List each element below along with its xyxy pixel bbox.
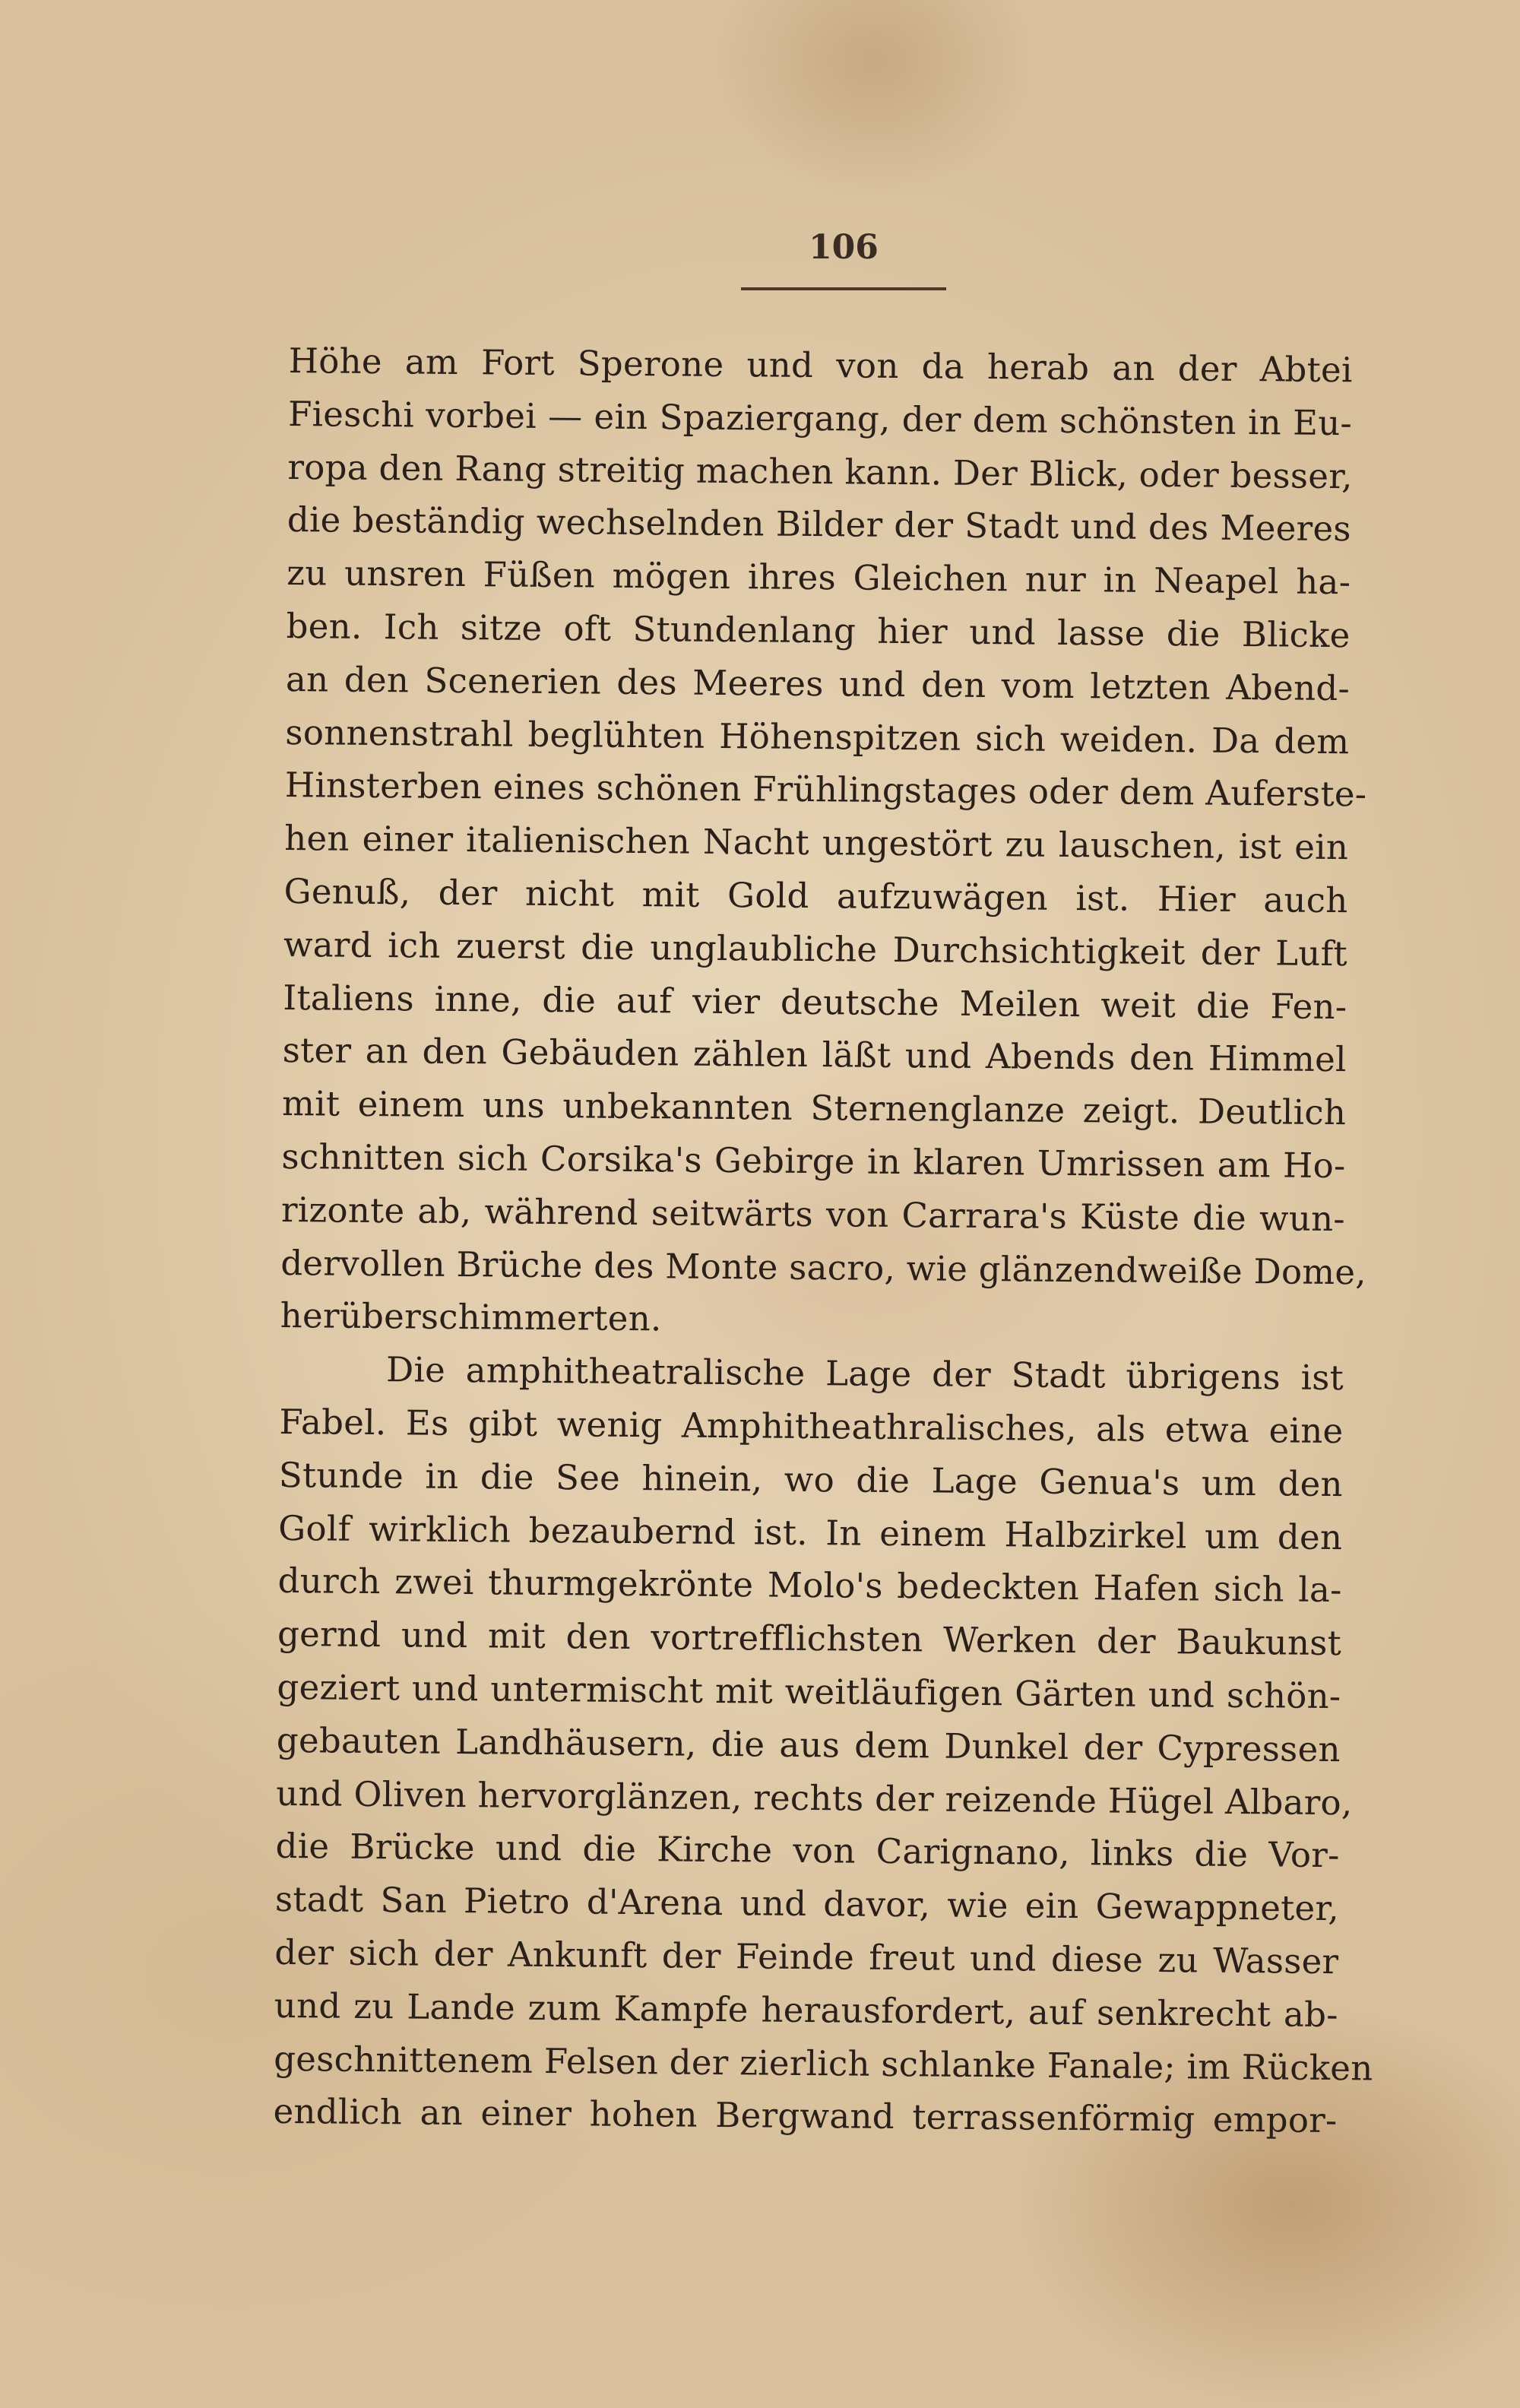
text-line: Italiens inne, die auf vier deutsche Meilen weit die Fen- <box>283 977 1347 1027</box>
text-line: zu unsren Füßen mögen ihres Gleichen nur in Neapel ha- <box>287 553 1351 603</box>
text-line: der sich der Ankunft der Feinde freut und diese zu Wasser <box>274 1931 1339 1982</box>
text-line: gebauten Landhäusern, die aus dem Dunkel der Cypressen <box>276 1719 1341 1770</box>
text-line: ward ich zuerst die unglaubliche Durchsichtigkeit der Luft <box>283 924 1348 974</box>
page-number: 106 <box>809 228 879 267</box>
header-rule <box>741 287 946 290</box>
text-line: Hinsterben eines schönen Frühlingstages oder dem Auferste- <box>284 765 1367 815</box>
text-line: mit einem uns unbekannten Sternenglanze zeigt. Deutlich <box>281 1083 1347 1133</box>
text-line: ster an den Gebäuden zählen läßt und Abends den Himmel <box>282 1030 1347 1080</box>
text-line: und Oliven hervorglänzen, rechts der reizende Hügel Albaro, <box>276 1773 1353 1823</box>
text-line: die beständig wechselnden Bilder der Stadt und des Meeres <box>287 499 1352 550</box>
text-line: ben. Ich sitze oft Stundenlang hier und lasse die Blicke <box>286 605 1351 656</box>
text-line: rizonte ab, während seitwärts von Carrara's Küste die wun- <box>280 1189 1346 1239</box>
text-line: an den Scenerien des Meeres und den vom letzten Abend- <box>285 658 1351 708</box>
text-line: endlich an einer hohen Bergwand terrassenförmig empor- <box>273 2091 1338 2141</box>
text-line: sonnenstrahl beglühten Höhenspitzen sich weiden. Da dem <box>285 711 1350 762</box>
text-line: Die amphitheatralische Lage der Stadt übrigens ist <box>385 1349 1344 1399</box>
text-line: gernd und mit den vortrefflichsten Werken der Baukunst <box>277 1614 1342 1664</box>
text-line: Stunde in die See hinein, wo die Lage Genua's um den <box>278 1454 1344 1504</box>
text-line: herüberschimmerten. <box>280 1295 662 1339</box>
text-line: Golf wirklich bezaubernd ist. In einem Halbzirkel um den <box>278 1507 1343 1557</box>
text-line: ropa den Rang streitig machen kann. Der Blick, oder besser, <box>287 446 1353 496</box>
text-line: und zu Lande zum Kampfe herausfordert, auf senkrecht ab- <box>274 1985 1338 2035</box>
body-text <box>273 334 1373 2147</box>
text-line: Fabel. Es gibt wenig Amphitheathralisches, als etwa eine <box>279 1401 1344 1452</box>
paragraph-1 <box>280 334 1367 1351</box>
text-line: durch zwei thurmgekrönte Molo's bedeckten Hafen sich la- <box>277 1560 1342 1611</box>
text-line: schnitten sich Corsika's Gebirge in klaren Umrissen am Ho- <box>281 1136 1346 1187</box>
text-line: Fieschi vorbei — ein Spaziergang, der dem schönsten in Eu- <box>287 393 1353 444</box>
text-line: hen einer italienischen Nacht ungestört zu lauschen, ist ein <box>283 818 1349 868</box>
text-line: die Brücke und die Kirche von Carignano, links die Vor- <box>275 1826 1340 1876</box>
text-line: Genuß, der nicht mit Gold aufzuwägen ist. Hier auch <box>283 870 1348 921</box>
text-line: geziert und untermischt mit weitläufigen Gärten und schön- <box>277 1666 1341 1717</box>
paragraph-2 <box>273 1342 1373 2147</box>
text-line: Höhe am Fort Sperone und von da herab an der Abtei <box>288 340 1353 391</box>
text-line: dervollen Brüche des Monte sacro, wie glänzendweiße Dome, <box>280 1242 1367 1292</box>
text-line: geschnittenem Felsen der zierlich schlanke Fanale; im Rücken <box>273 2038 1373 2089</box>
text-line: stadt San Pietro d'Arena und davor, wie ein Gewappneter, <box>274 1879 1340 1929</box>
